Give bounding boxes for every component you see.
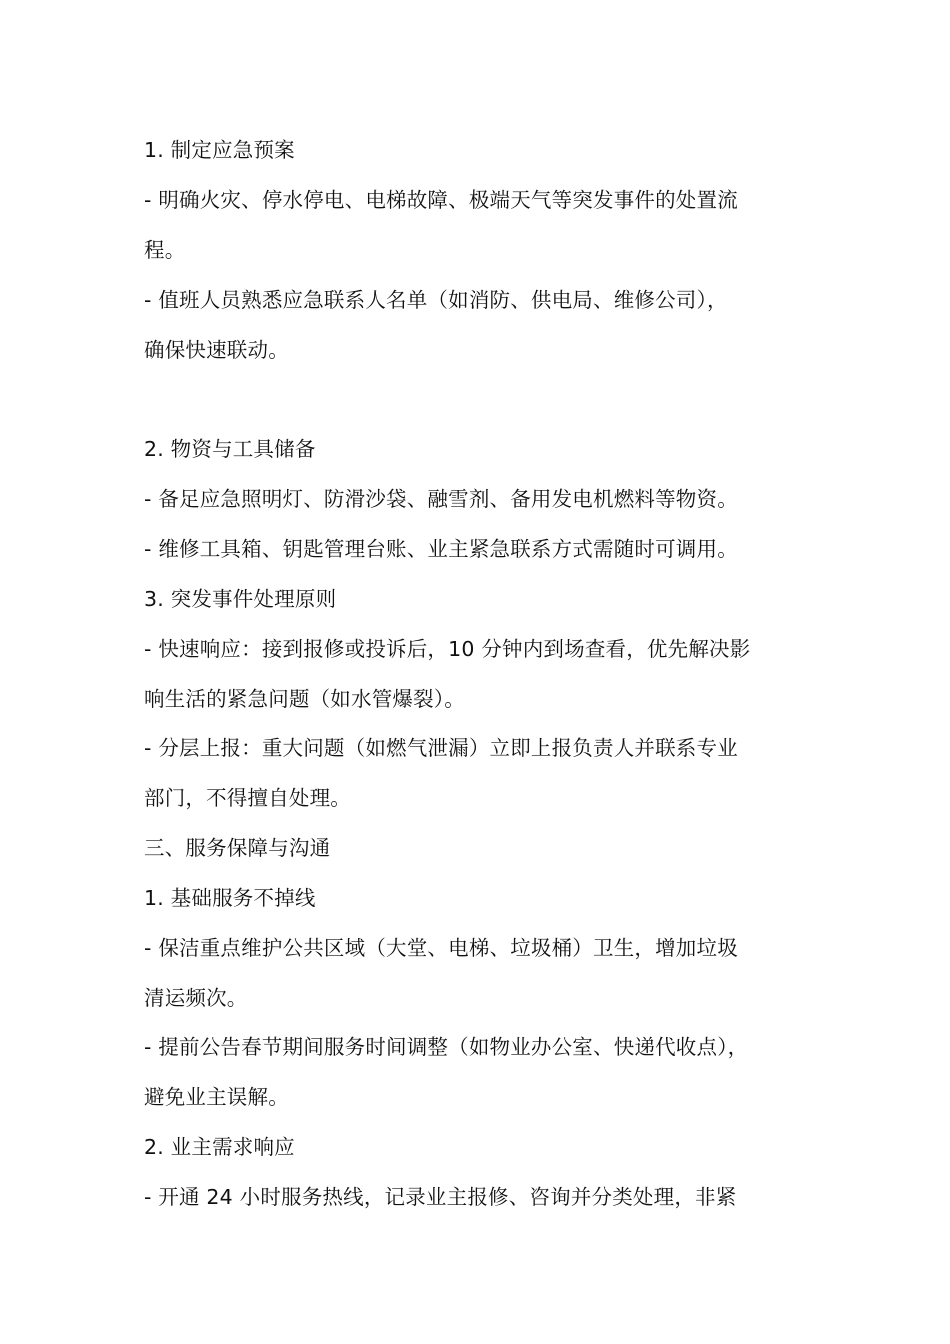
list-item-text: 清运频次。 [144,986,248,1010]
list-item-text: 程。 [144,238,186,262]
section-heading: 三、服务保障与沟通 [144,836,331,860]
list-item-text: - 维修工具箱、钥匙管理台账、业主紧急联系方式需随时可调用。 [144,537,738,561]
list-item-text: - 分层上报：重大问题（如燃气泄漏）立即上报负责人并联系专业 [144,736,738,760]
heading-principles: 3. 突发事件处理原则 [144,587,337,611]
list-item-text: - 备足应急照明灯、防滑沙袋、融雪剂、备用发电机燃料等物资。 [144,487,738,511]
heading-owner-response: 2. 业主需求响应 [144,1135,295,1159]
heading-supplies: 2. 物资与工具储备 [144,437,316,461]
list-item-text: - 快速响应：接到报修或投诉后，10 分钟内到场查看，优先解决影 [144,637,751,661]
list-item-text: - 值班人员熟悉应急联系人名单（如消防、供电局、维修公司）， [144,288,728,312]
heading-emergency-plan: 1. 制定应急预案 [144,138,295,162]
heading-basic-service: 1. 基础服务不掉线 [144,886,316,910]
list-item-text: 确保快速联动。 [144,338,289,362]
list-item-text: - 提前公告春节期间服务时间调整（如物业办公室、快递代收点）， [144,1035,749,1059]
list-item-text: 响生活的紧急问题（如水管爆裂）。 [144,687,465,711]
list-item-text: - 开通 24 小时服务热线，记录业主报修、咨询并分类处理，非紧 [144,1185,737,1209]
list-item-text: 避免业主误解。 [144,1085,289,1109]
list-item-text: 部门，不得擅自处理。 [144,786,351,810]
list-item-text: - 保洁重点维护公共区域（大堂、电梯、垃圾桶）卫生，增加垃圾 [144,936,738,960]
list-item-text: - 明确火灾、停水停电、电梯故障、极端天气等突发事件的处置流 [144,188,738,212]
